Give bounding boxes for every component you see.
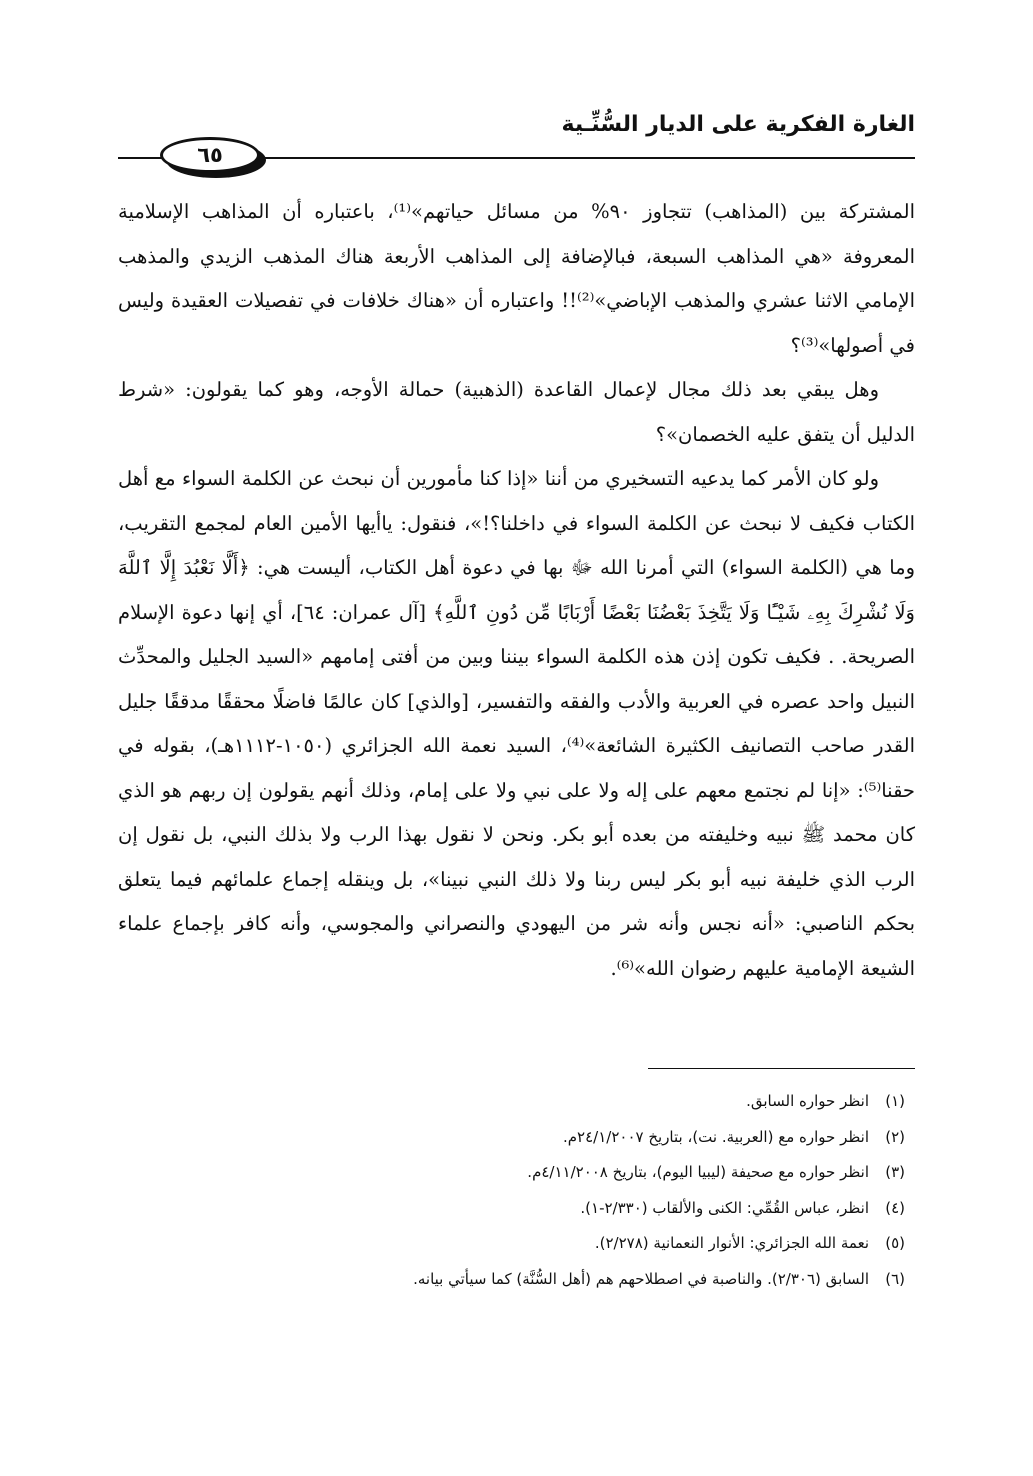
footnote-text: انظر حواره مع (العربية. نت)، بتاريخ ٢٤/١/٢٠٠٧م. [562, 1127, 869, 1146]
footnote-number: (٣) [885, 1163, 905, 1182]
footnote [118, 1084, 905, 1120]
footnote-rule [648, 1068, 915, 1069]
footnote-number: (٢) [885, 1127, 905, 1146]
running-header-title: الغارة الفكرية على الديار السُّنِّـية [561, 112, 915, 137]
footnote [118, 1155, 905, 1191]
page-number: ٦٥ [197, 143, 223, 167]
paragraph: ولو كان الأمر كما يدعيه التسخيري من أننا «إذا كنا مأمورين أن نبحث عن الكلمة السواء مع أهل الكتاب فكيف لا نبحث عن الكلمة السواء في داخلنا؟!»، فنقول: ياأيها الأمين العام لمجمع التقريب، وما هي (الكلمة السواء) التي أمرنا الله ﷻ بها في دعوة أهل الكتاب، أليست هي: ﴿أَلَّا نَعْبُدَ إِلَّا ٱللَّهَ وَلَا نُشْرِكَ بِهِۦ شَيْـًٔا وَلَا يَتَّخِذَ بَعْضُنَا بَعْضًا أَرْبَابًا مِّن دُونِ ٱللَّهِ﴾ [آل عمران: ٦٤]، أي إنها دعوة الإسلام الصريحة. . فكيف تكون إذن هذه الكلمة السواء بيننا وبين من أفتى إمامهم «السيد الجليل والمحدِّث النبيل واحد عصره في العربية والأدب والفقه والتفسير، [والذي] كان عالمًا فاضلًا محققًا مدققًا جليل القدر صاحب التصانيف الكثيرة الشائعة»⁽⁴⁾، السيد نعمة الله الجزائري (١٠٥٠-١١١٢هـ)، بقوله في حقنا⁽⁵⁾: «إنا لم نجتمع معهم على إله ولا على نبي ولا على إمام، وذلك أنهم يقولون إن ربهم هو الذي كان محمد ﷺ نبيه وخليفته من بعده أبو بكر. ونحن لا نقول بهذا الرب ولا بذلك النبي، بل نقول إن الرب الذي خليفة نبيه أبو بكر ليس ربنا ولا ذلك النبي نبينا»، بل وينقله إجماع علمائهم فيما يتعلق بحكم الناصبي: «أنه نجس وأنه شر من اليهودي والنصراني والمجوسي، وأنه كافر بإجماع علماء الشيعة الإمامية عليهم رضوان الله»⁽⁶⁾. [118, 467, 915, 980]
footnote-text: السابق (٢/٣٠٦). والناصبة في اصطلاحهم هم (أهل السُّنَّة) كما سيأتي بيانه. [413, 1269, 869, 1288]
footnote-text: انظر حواره مع صحيفة (ليبيا اليوم)، بتاريخ ٤/١١/٢٠٠٨م. [527, 1163, 869, 1182]
paragraph: المشتركة بين (المذاهب) تتجاوز ٩٠% من مسائل حياتهم»⁽¹⁾، باعتباره أن المذاهب الإسلامية المعروفة «هي المذاهب السبعة، فبالإضافة إلى المذاهب الأربعة هناك المذهب الزيدي والمذهب الإمامي الاثنا عشري والمذهب الإباضي»⁽²⁾!! واعتباره أن «هناك خلافات في تفصيلات العقيدة وليس في أصولها»⁽³⁾؟ [118, 200, 915, 357]
body-text [118, 190, 915, 991]
footnote [118, 1191, 905, 1227]
footnote [118, 1262, 905, 1298]
footnote [118, 1226, 905, 1262]
footnote-number: (١) [885, 1092, 905, 1110]
footnote-number: (٤) [885, 1198, 905, 1217]
footnote-number: (٥) [885, 1234, 905, 1253]
footnote-text: نعمة الله الجزائري: الأنوار النعمانية (٢/٢٧٨). [594, 1234, 869, 1253]
page-number-badge [160, 137, 260, 173]
footnote [118, 1120, 905, 1156]
footnotes [118, 1084, 905, 1298]
footnote-text: انظر حواره السابق. [746, 1092, 869, 1110]
paragraph: وهل يبقي بعد ذلك مجال لإعمال القاعدة (الذهبية) حمالة الأوجه، وهو كما يقولون: «شرط الدليل أن يتفق عليه الخصمان»؟ [118, 378, 915, 446]
footnote-text: انظر، عباس القُمِّي: الكنى والألقاب (٢/٣٣٠-١). [580, 1198, 869, 1217]
footnote-number: (٦) [885, 1269, 905, 1288]
